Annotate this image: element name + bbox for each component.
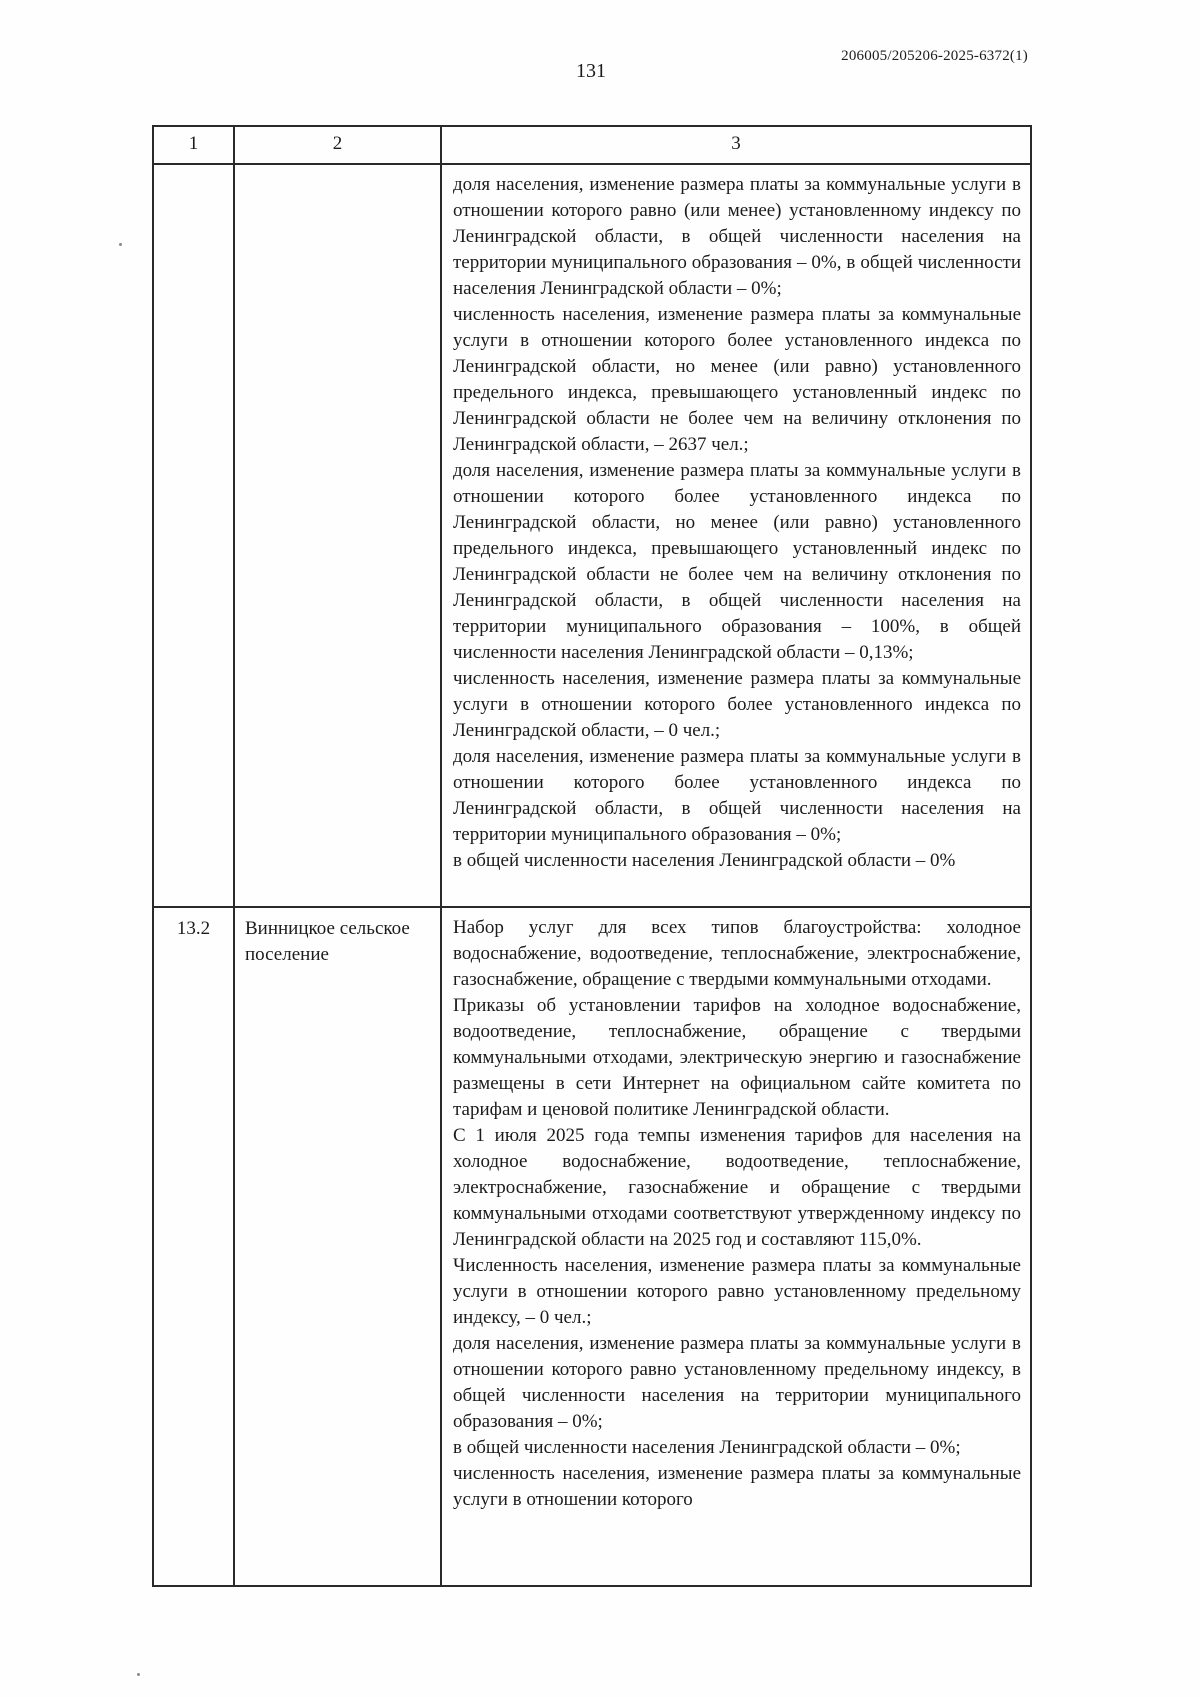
table-row xyxy=(153,907,1031,1586)
header-cell-1: 1 xyxy=(153,126,234,164)
paragraph: С 1 июля 2025 года темпы изменения тарифов для населения на холодное водоснабжение, водоотведение, теплоснабжение, электроснабжение, газоснабжение и обращение с твердыми коммунальными отходами соответствуют утвержденному индексу по Ленинградской области на 2025 год и составляют 115,0%. xyxy=(453,1125,1021,1250)
paragraph: доля населения, изменение размера платы за коммунальные услуги в отношении которого равно (или менее) установленному индексу по Ленинградской области, в общей численности населения на территории муниципального образования – 0%, в общей численности населения Ленинградской области – 0%; xyxy=(453,174,1021,299)
table-row xyxy=(153,164,1031,907)
document-reference: 206005/205206-2025-6372(1) xyxy=(841,48,1028,64)
description-cell xyxy=(441,907,1031,1586)
paragraph: численность населения, изменение размера платы за коммунальные услуги в отношении которого xyxy=(453,1463,1021,1510)
row-number-cell xyxy=(153,164,234,907)
municipality-cell: Винницкое сельское поселение xyxy=(234,907,441,1586)
tariff-table xyxy=(152,125,1032,1587)
scan-speck xyxy=(137,1673,140,1676)
paragraph: Набор услуг для всех типов благоустройства: холодное водоснабжение, водоотведение, теплоснабжение, электроснабжение, газоснабжение, обращение с твердыми коммунальными отходами. xyxy=(453,917,1021,990)
paragraph: численность населения, изменение размера платы за коммунальные услуги в отношении которого более установленного индекса по Ленинградской области, но менее (или равно) установленного предельного индекса, превышающего установленный индекс по Ленинградской области не более чем на величину отклонения по Ленинградской области, – 2637 чел.; xyxy=(453,304,1021,455)
paragraph: доля населения, изменение размера платы за коммунальные услуги в отношении которого более установленного индекса по Ленинградской области, но менее (или равно) установленного предельного индекса, превышающего установленный индекс по Ленинградской области не более чем на величину отклонения по Ленинградской области, в общей численности населения на территории муниципального образования – 100%, в общей численности населения Ленинградской области – 0,13%; xyxy=(453,460,1021,663)
header-cell-2: 2 xyxy=(234,126,441,164)
scan-speck xyxy=(119,243,122,246)
paragraph: Приказы об установлении тарифов на холодное водоснабжение, водоотведение, теплоснабжение, обращение с твердыми коммунальными отходами, электрическую энергию и газоснабжение размещены в сети Интернет на официальном сайте комитета по тарифам и ценовой политике Ленинградской области. xyxy=(453,995,1021,1120)
municipality-cell xyxy=(234,164,441,907)
paragraph: в общей численности населения Ленинградской области – 0%; xyxy=(453,1437,961,1458)
page-number: 131 xyxy=(576,60,606,82)
paragraph: в общей численности населения Ленинградской области – 0% xyxy=(453,850,956,871)
paragraph: доля населения, изменение размера платы за коммунальные услуги в отношении которого более установленного индекса по Ленинградской области, в общей численности населения на территории муниципального образования – 0%; xyxy=(453,746,1021,845)
paragraph: Численность населения, изменение размера платы за коммунальные услуги в отношении которого равно установленному предельному индексу, – 0 чел.; xyxy=(453,1255,1021,1328)
paragraph: численность населения, изменение размера платы за коммунальные услуги в отношении которого более установленного индекса по Ленинградской области, – 0 чел.; xyxy=(453,668,1021,741)
paragraph: доля населения, изменение размера платы за коммунальные услуги в отношении которого равно установленному предельному индексу, в общей численности населения на территории муниципального образования – 0%; xyxy=(453,1333,1021,1432)
description-cell xyxy=(441,164,1031,907)
header-cell-3: 3 xyxy=(441,126,1031,164)
row-number-cell: 13.2 xyxy=(153,907,234,1586)
table-header-row xyxy=(153,126,1031,164)
